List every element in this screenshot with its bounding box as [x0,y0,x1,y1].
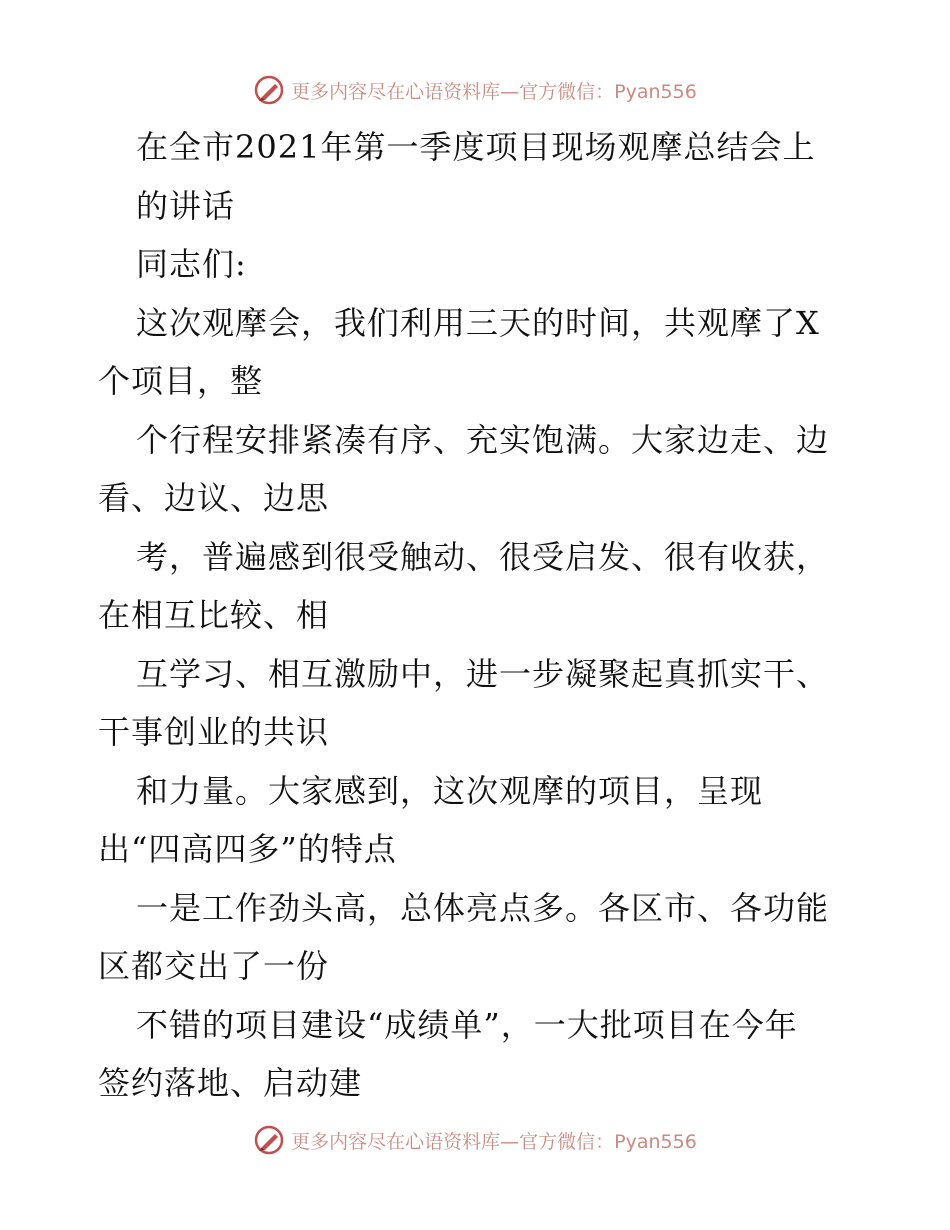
pen-logo-icon [253,74,285,106]
text-line: 在相互比较、相 [98,596,330,634]
text-line: 出“四高四多”的特点 [98,830,397,868]
text-line: 看、边议、边思 [98,479,330,517]
text-line: 在全市2021年第一季度项目现场观摩总结会上 [136,128,816,166]
text-line: 的讲话 [136,186,236,225]
text-line: 考，普遍感到很受触动、很受启发、很有收获， [136,537,830,576]
text-line: 和力量。大家感到，这次观摩的项目，呈现 [136,771,764,810]
pen-logo-icon [253,1124,285,1156]
text-line: 不错的项目建设“成绩单”，一大批项目在今年 [136,1005,798,1044]
watermark-footer [0,1120,950,1160]
document-body [98,118,858,1113]
watermark-text: 更多内容尽在心语资料库—官方微信：Pyan556 [291,1130,697,1153]
text-line: 互学习、相互激励中，进一步凝聚起真抓实干、 [136,654,830,693]
text-line: 同志们: [136,245,247,283]
text-line: 签约落地、启动建 [98,1064,363,1102]
text-line: 个行程安排紧凑有序、充实饱满。大家边走、边 [136,420,830,459]
text-line: 这次观摩会，我们利用三天的时间，共观摩了X [136,303,820,342]
text-line: 个项目，整 [98,362,264,400]
text-line: 区都交出了一份 [98,947,330,985]
watermark-header [0,70,950,110]
watermark-text: 更多内容尽在心语资料库—官方微信：Pyan556 [291,80,697,103]
text-line: 干事创业的共识 [98,713,330,751]
text-line: 一是工作劲头高，总体亮点多。各区市、各功能 [136,888,830,927]
